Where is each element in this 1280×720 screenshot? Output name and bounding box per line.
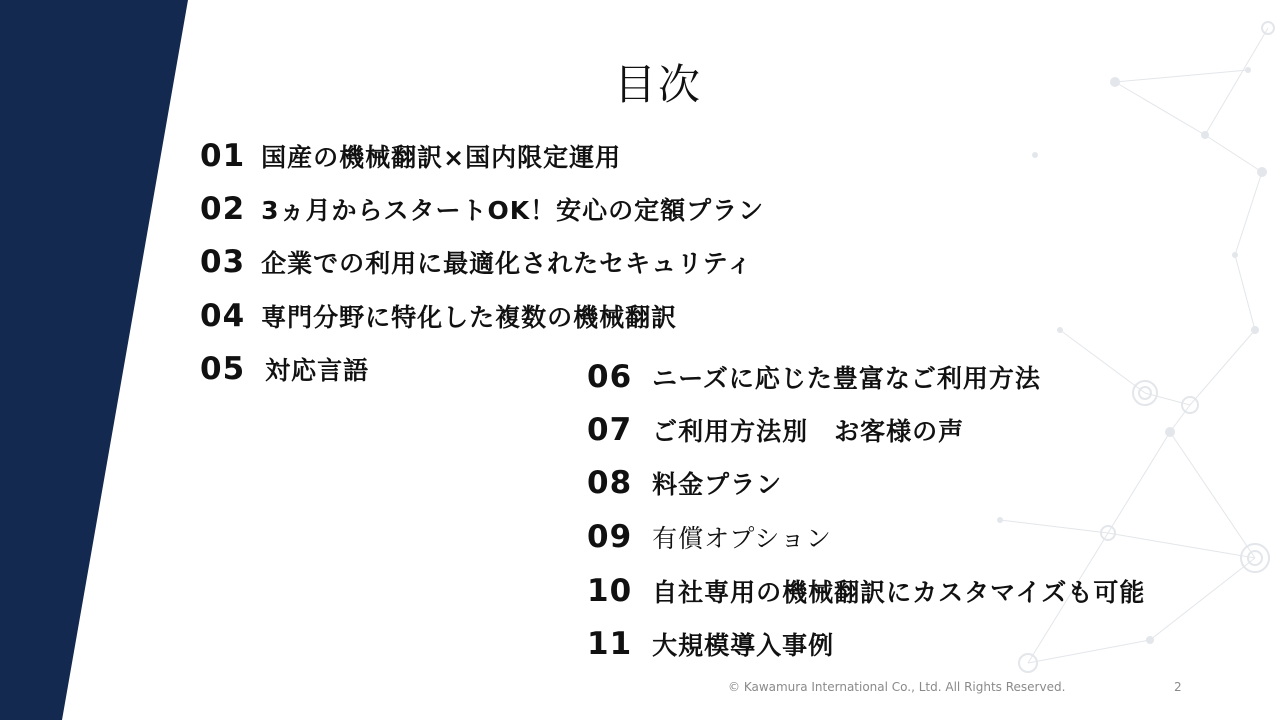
- toc-label: 大規模導入事例: [652, 631, 835, 660]
- toc-label: 企業での利用に最適化されたセキュリティ: [261, 249, 753, 278]
- toc-label: 3ヵ月からスタートOK！安心の定額プラン: [261, 196, 765, 225]
- toc-label: 専門分野に特化した複数の機械翻訳: [261, 303, 678, 332]
- toc-number: 06: [587, 359, 633, 395]
- toc-number: 10: [587, 573, 633, 609]
- page-number: 2: [1174, 680, 1182, 694]
- toc-number: 11: [587, 626, 633, 662]
- toc-label: 有償オプション: [652, 524, 832, 553]
- toc-number: 03: [200, 244, 246, 280]
- toc-item-09[interactable]: [587, 519, 832, 555]
- copyright-footer: © Kawamura International Co., Ltd. All Rights Reserved.: [728, 680, 1066, 694]
- toc-number: 08: [587, 465, 633, 501]
- toc-label: 料金プラン: [652, 470, 783, 499]
- toc-item-06[interactable]: [587, 359, 1041, 395]
- toc-number: 07: [587, 412, 633, 448]
- toc-item-01[interactable]: [200, 138, 621, 174]
- toc-number: 05: [200, 351, 246, 387]
- toc-number: 02: [200, 191, 246, 227]
- toc-item-08[interactable]: [587, 465, 782, 501]
- toc-label: ニーズに応じた豊富なご利用方法: [652, 364, 1041, 393]
- toc-number: 09: [587, 519, 633, 555]
- toc-label: 対応言語: [265, 356, 370, 385]
- toc-label: 国産の機械翻訳×国内限定運用: [261, 143, 622, 172]
- toc-item-03[interactable]: [200, 244, 753, 280]
- toc-number: 01: [200, 138, 246, 174]
- toc-item-10[interactable]: [587, 573, 1145, 609]
- toc-item-07[interactable]: [587, 412, 964, 448]
- page-title: 目次: [613, 60, 702, 109]
- toc-item-02[interactable]: [200, 191, 764, 227]
- toc-label: 自社専用の機械翻訳にカスタマイズも可能: [652, 578, 1146, 607]
- toc-item-04[interactable]: [200, 298, 677, 334]
- toc-number: 04: [200, 298, 246, 334]
- toc-label: ご利用方法別 お客様の声: [652, 417, 965, 446]
- toc-item-11[interactable]: [587, 626, 834, 662]
- toc-item-05[interactable]: [200, 351, 369, 387]
